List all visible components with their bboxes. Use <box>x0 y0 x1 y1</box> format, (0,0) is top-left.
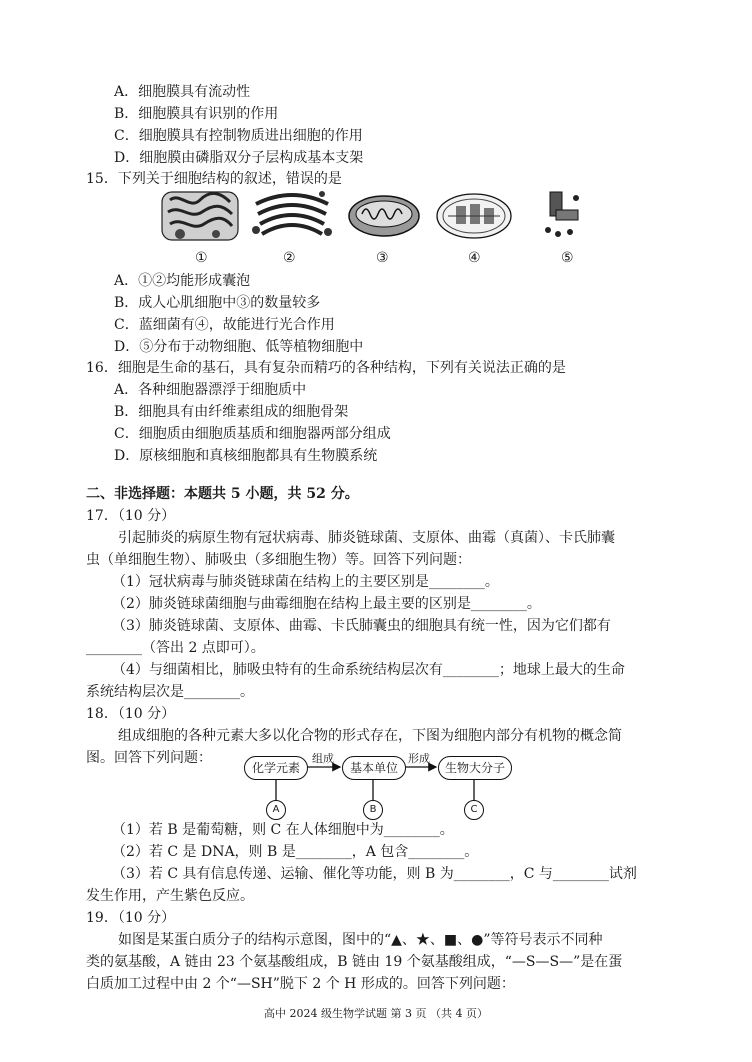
q19-line-3: 白质加工过程中由 2 个“—SH”脱下 2 个 H 形成的。回答下列问题： <box>86 976 515 992</box>
q17-sub-3-cont: ________（答出 2 点即可）。 <box>86 640 265 656</box>
figure-label-4: ④ <box>468 250 481 266</box>
q14-option-d: D．细胞膜由磷脂双分子层构成基本支架 <box>114 150 364 166</box>
figure-label-1: ① <box>195 250 208 266</box>
q16-stem: 16．细胞是生命的基石，具有复杂而精巧的各种结构，下列有关说法正确的是 <box>86 360 566 376</box>
q16-option-a: A．各种细胞器漂浮于细胞质中 <box>114 382 307 398</box>
diagram-circle-a: A <box>266 800 286 820</box>
q15-option-d: D．⑤分布于动物细胞、低等植物细胞中 <box>114 339 364 355</box>
q18-line-2: 图。回答下列问题： <box>86 750 212 766</box>
q17-sub-4: （4）与细菌相比，肺吸虫特有的生命系统结构层次有________；地球上最大的生命 <box>112 662 625 678</box>
diagram-box-elements: 化学元素 <box>244 756 308 780</box>
q16-option-c: C．细胞质由细胞质基质和细胞器两部分组成 <box>114 426 391 442</box>
diagram-box-unit: 基本单位 <box>342 756 406 780</box>
q16-option-b: B．细胞具有由纤维素组成的细胞骨架 <box>114 404 349 420</box>
q18-sub-3: （3）若 C 具有信息传递、运输、催化等功能，则 B 为________，C 与________试剂 <box>112 866 637 882</box>
q17-sub-4-cont: 系统结构层次是________。 <box>86 684 254 700</box>
q14-option-c: C．细胞膜具有控制物质进出细胞的作用 <box>114 128 363 144</box>
organelle-3-image <box>346 186 422 244</box>
q18-sub-1: （1）若 B 是葡萄糖，则 C 在人体细胞中为________。 <box>112 822 454 838</box>
q17-sub-1: （1）冠状病毒与肺炎链球菌在结构上的主要区别是________。 <box>112 574 499 590</box>
organelle-5-image <box>542 186 582 244</box>
q19-line-2: 类的氨基酸，A 链由 23 个氨基酸组成，B 链由 19 个氨基酸组成，“—S—S—”是在蛋 <box>86 954 623 970</box>
q17-line-1: 引起肺炎的病原生物有冠状病毒、肺炎链球菌、支原体、曲霉（真菌）、卡氏肺囊 <box>118 530 615 546</box>
figure-label-3: ③ <box>376 250 389 266</box>
q15-option-a: A．①②均能形成囊泡 <box>114 273 251 289</box>
q18-line-1: 组成细胞的各种元素大多以化合物的形式存在，下图为细胞内部分有机物的概念简 <box>118 728 622 744</box>
q16-option-d: D．原核细胞和真核细胞都具有生物膜系统 <box>114 448 378 464</box>
diagram-arrow-label-1: 组成 <box>312 752 334 765</box>
q19-line-1: 如图是某蛋白质分子的结构示意图，图中的“▲、★、■、●”等符号表示不同种 <box>118 932 603 948</box>
q17-line-2: 虫（单细胞生物）、肺吸虫（多细胞生物）等。回答下列问题： <box>86 552 471 568</box>
q17-sub-2: （2）肺炎链球菌细胞与曲霉细胞在结构上最主要的区别是________。 <box>112 596 541 612</box>
page-footer: 高中 2024 级生物学试题 第 3 页 （共 4 页） <box>264 1007 488 1020</box>
figure-label-2: ② <box>283 250 296 266</box>
q18-sub-2: （2）若 C 是 DNA，则 B 是________，A 包含________。 <box>112 844 479 860</box>
q15-option-c: C．蓝细菌有④，故能进行光合作用 <box>114 317 335 333</box>
diagram-circle-c: C <box>464 800 484 820</box>
organelle-1-image <box>160 186 240 244</box>
concept-diagram <box>240 754 520 826</box>
q14-option-a: A．细胞膜具有流动性 <box>114 84 251 100</box>
q15-option-b: B．成人心肌细胞中③的数量较多 <box>114 295 321 311</box>
q19-head: 19．（10 分） <box>86 910 176 926</box>
figure-label-5: ⑤ <box>561 250 574 266</box>
q18-sub-3-cont: 发生作用，产生紫色反应。 <box>86 888 254 904</box>
organelle-4-image <box>434 186 514 244</box>
diagram-arrow-label-2: 形成 <box>408 752 430 765</box>
diagram-box-macromolecule: 生物大分子 <box>438 756 512 780</box>
q17-head: 17．（10 分） <box>86 508 176 524</box>
q15-stem: 15．下列关于细胞结构的叙述，错误的是 <box>86 171 342 187</box>
section2-title: 二、非选择题：本题共 5 小题，共 52 分。 <box>86 486 359 502</box>
organelle-figure <box>150 186 590 246</box>
q14-option-b: B．细胞膜具有识别的作用 <box>114 106 279 122</box>
q17-sub-3: （3）肺炎链球菌、支原体、曲霉、卡氏肺囊虫的细胞具有统一性，因为它们都有 <box>112 618 611 634</box>
q18-head: 18．（10 分） <box>86 706 176 722</box>
diagram-circle-b: B <box>363 800 383 820</box>
organelle-2-image <box>250 186 334 244</box>
